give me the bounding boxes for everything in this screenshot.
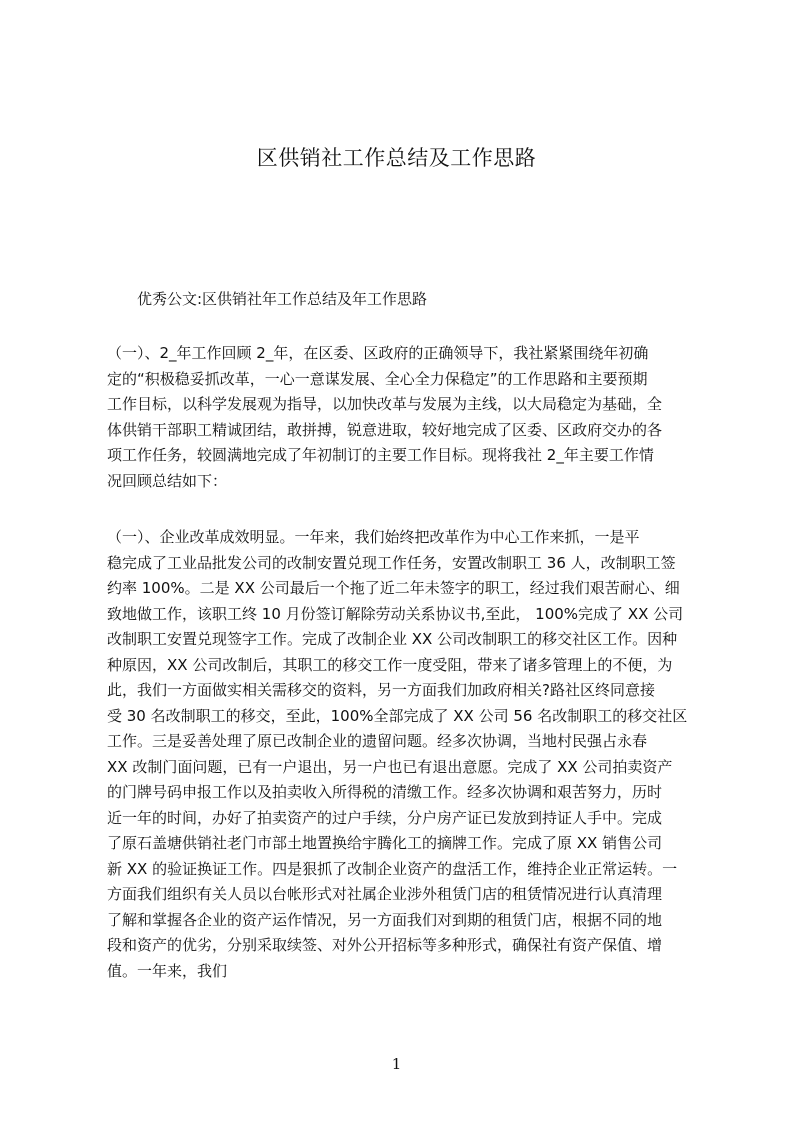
document-subtitle: 优秀公文:区供销社年工作总结及年工作思路 — [137, 290, 428, 308]
text-line: 工作目标，以科学发展观为指导，以加快改革与发展为主线，以大局稳定为基础，全 — [107, 395, 663, 413]
text-line: 此，我们一方面做实相关需移交的资料，另一方面我们加政府相关?路社区终同意接 — [107, 681, 655, 699]
text-line: 受 30 名改制职工的移交，至此，100%全部完成了 XX 公司 56 名改制职工的移交社区 — [107, 706, 688, 725]
text-line: 改制职工安置兑现签字工作。完成了改制企业 XX 公司改制职工的移交社区工作。因种 — [107, 630, 678, 648]
text-line: 了原石盖塘供销社老门市部土地置换给宇腾化工的摘牌工作。完成了原 XX 销售公司 — [107, 834, 663, 852]
text-line: 值。一年来，我们 — [107, 961, 228, 980]
text-line: （一）、企业改革成效明显。一年来，我们始终把改革作为中心工作来抓，一是平 — [107, 528, 640, 546]
text-line: 工作。三是妥善处理了原已改制企业的遗留问题。经多次协调，当地村民强占永春 — [107, 732, 648, 750]
text-line: 方面我们组织有关人员以台帐形式对社属企业涉外租赁门店的租赁情况进行认真清理 — [107, 885, 663, 903]
text-line: 稳完成了工业品批发公司的改制安置兑现工作任务，安置改制职工 36 人，改制职工签 — [107, 553, 676, 572]
text-line: 项工作任务，较圆满地完成了年初制订的主要工作目标。现将我社 2_年主要工作情 — [107, 446, 654, 464]
text-line: 定的“积极稳妥抓改革，一心一意谋发展、全心全力保稳定”的工作思路和主要预期 — [107, 369, 648, 388]
page-title: 区供销社工作总结及工作思路 — [256, 146, 537, 170]
text-line: （一）、2_年工作回顾 2_年，在区委、区政府的正确领导下，我社紧紧围绕年初确 — [107, 344, 649, 362]
text-line: 约率 100%。二是 XX 公司最后一个拖了近二年未签字的职工，经过我们艰苦耐心、细 — [107, 579, 680, 597]
page-number: 1 — [391, 1055, 402, 1073]
text-line: XX 改制门面问题，已有一户退出，另一户也已有退出意愿。完成了 XX 公司拍卖资产 — [107, 757, 673, 776]
text-line: 致地做工作，该职工终 10 月份签订解除劳动关系协议书,至此， 100%完成了 XX 公司 — [107, 604, 684, 623]
text-line: 的门牌号码申报工作以及拍卖收入所得税的清缴工作。经多次协调和艰苦努力，历时 — [107, 783, 663, 801]
paragraph-work-review — [107, 341, 695, 494]
text-line: 段和资产的优劣，分别采取续签、对外公开招标等多种形式，确保社有资产保值、增 — [107, 936, 663, 954]
text-line: 近一年的时间，办好了拍卖资产的过户手续，分户房产证已发放到持证人手中。完成 — [107, 808, 663, 827]
text-line: 况回顾总结如下： — [107, 471, 228, 490]
text-line: 新 XX 的验证换证工作。四是狠抓了改制企业资产的盘活工作，维持企业正常运转。一 — [107, 859, 678, 878]
text-line: 种原因，XX 公司改制后，其职工的移交工作一度受阻，带来了诸多管理上的不便，为 — [107, 655, 673, 674]
paragraph-enterprise-reform — [107, 525, 695, 984]
text-line: 了解和掌握各企业的资产运作情况，另一方面我们对到期的租赁门店，根据不同的地 — [107, 910, 663, 929]
text-line: 体供销干部职工精诚团结，敢拼搏，锐意进取，较好地完成了区委、区政府交办的各 — [107, 420, 663, 439]
